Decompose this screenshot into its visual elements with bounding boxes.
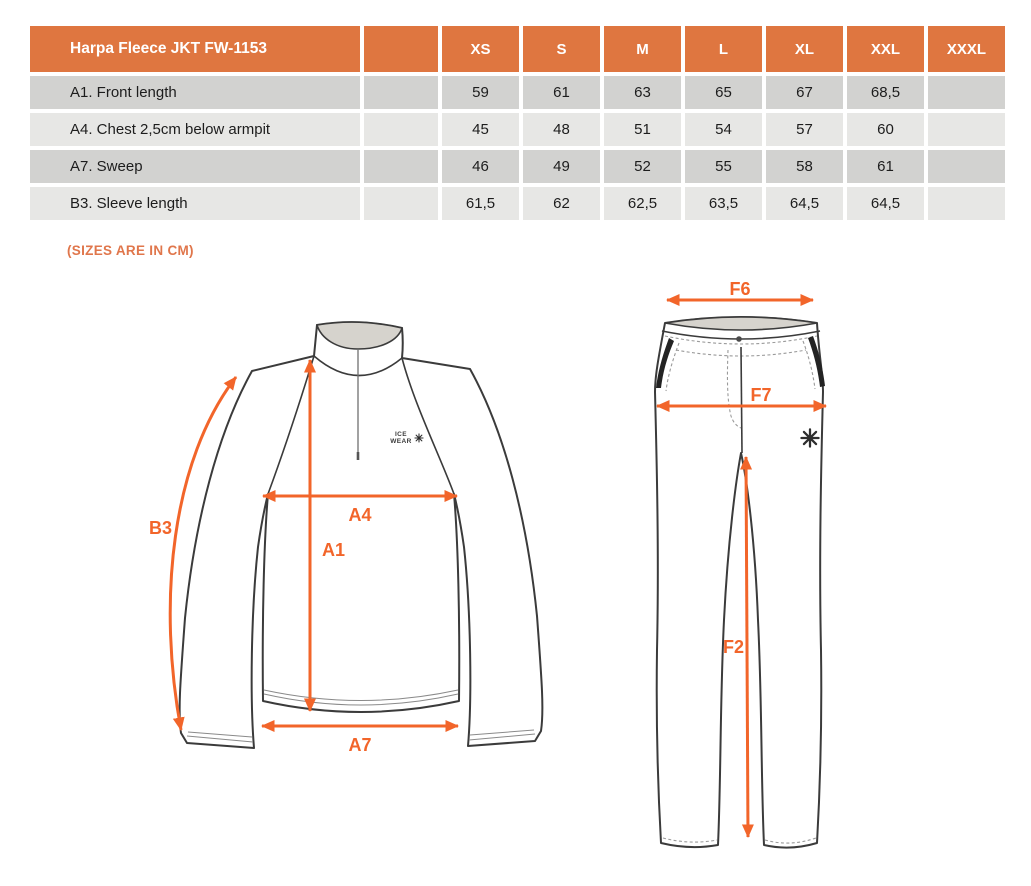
snowflake-icon	[415, 434, 423, 442]
value-cell: 67	[766, 76, 843, 109]
measure-arrow-f2	[746, 457, 748, 837]
measure-label-b3: B3	[149, 518, 173, 538]
size-column-header-xxl: XXL	[847, 26, 924, 72]
measure-label-f2: F2	[722, 637, 744, 657]
jacket-diagram	[149, 322, 542, 755]
measure-label-a4: A4	[348, 505, 372, 525]
value-cell: 64,5	[847, 187, 924, 220]
units-note: (SIZES ARE IN CM)	[67, 243, 194, 258]
value-cell: 63	[604, 76, 681, 109]
logo-text-line1: ICE	[394, 431, 408, 438]
value-cell: 61,5	[442, 187, 519, 220]
waist-button	[736, 336, 742, 342]
value-cell: 61	[847, 150, 924, 183]
value-cell: 60	[847, 113, 924, 146]
measure-label-cell: A1. Front length	[30, 76, 360, 109]
value-cell: 48	[523, 113, 600, 146]
value-cell: 57	[766, 113, 843, 146]
value-cell: 54	[685, 113, 762, 146]
value-cell: 63,5	[685, 187, 762, 220]
product-title: Harpa Fleece JKT FW-1153	[30, 26, 360, 72]
value-cell: 45	[442, 113, 519, 146]
value-cell: 46	[442, 150, 519, 183]
value-cell: 68,5	[847, 76, 924, 109]
jacket-outline	[180, 322, 543, 748]
measure-label-a1: A1	[322, 540, 346, 560]
measure-label-cell: A4. Chest 2,5cm below armpit	[30, 113, 360, 146]
size-column-header-l: L	[685, 26, 762, 72]
value-cell: 59	[442, 76, 519, 109]
measure-label-a7: A7	[348, 735, 372, 755]
value-cell: 55	[685, 150, 762, 183]
measure-label-cell: B3. Sleeve length	[30, 187, 360, 220]
measure-label-f7: F7	[750, 385, 772, 405]
size-column-header-m: M	[604, 26, 681, 72]
pants-diagram	[655, 279, 826, 848]
size-column-header-xl: XL	[766, 26, 843, 72]
value-cell: 61	[523, 76, 600, 109]
logo-text-line2: WEAR	[390, 438, 412, 445]
value-cell: 51	[604, 113, 681, 146]
value-cell: 65	[685, 76, 762, 109]
snowflake-icon	[801, 429, 818, 446]
size-column-header-xs: XS	[442, 26, 519, 72]
value-cell: 49	[523, 150, 600, 183]
value-cell: 58	[766, 150, 843, 183]
size-column-header-xxxl: XXXL	[928, 26, 1005, 72]
value-cell: 64,5	[766, 187, 843, 220]
pants-outline	[655, 317, 823, 848]
value-cell: 62,5	[604, 187, 681, 220]
size-column-header-s: S	[523, 26, 600, 72]
value-cell: 52	[604, 150, 681, 183]
center-front-seam	[741, 347, 742, 453]
measure-label-cell: A7. Sweep	[30, 150, 360, 183]
value-cell: 62	[523, 187, 600, 220]
measure-label-f6: F6	[729, 279, 751, 299]
